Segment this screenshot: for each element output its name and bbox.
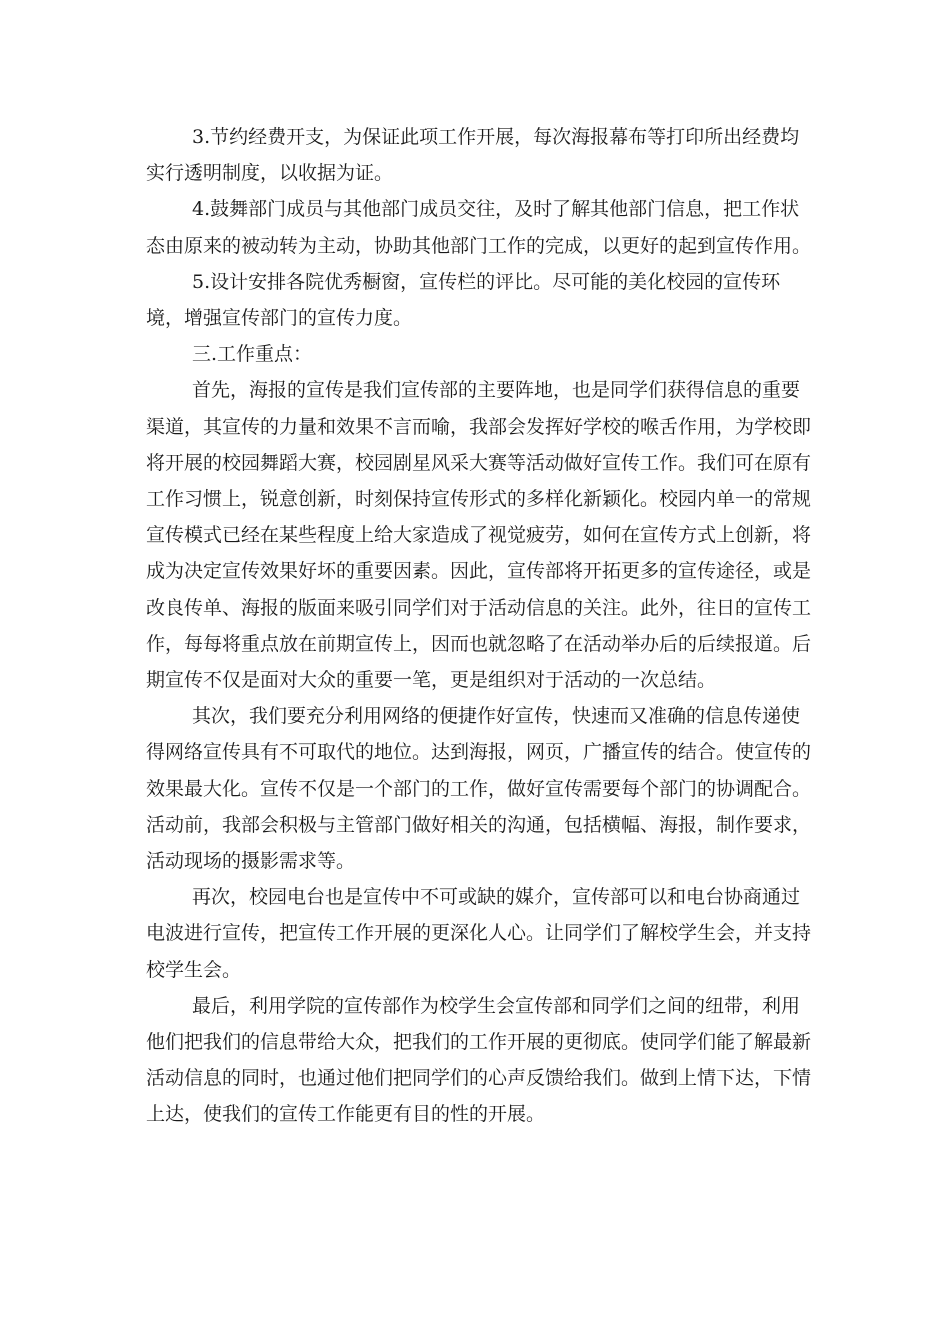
- paragraph-item-3: 3.节约经费开支，为保证此项工作开展，每次海报幕布等打印所出经费均实行透明制度，以收据为证。: [146, 126, 800, 185]
- paragraph-first: 首先，海报的宣传是我们宣传部的主要阵地，也是同学们获得信息的重要渠道，其宣传的力量和效果不言而喻，我部会发挥好学校的喉舌作用，为学校即将开展的校园舞蹈大赛，校园剧星风采大赛等活动做好宣传工作。我们可在原有工作习惯上，锐意创新，时刻保持宣传形式的多样化新颖化。校园内单一的常规宣传模式已经在某些程度上给大家造成了视觉疲劳，如何在宣传方式上创新，将成为决定宣传效果好坏的重要因素。因此，宣传部将开拓更多的宣传途径，或是改良传单、海报的版面来吸引同学们对于活动信息的关注。此外，往日的宣传工作，每每将重点放在前期宣传上，因而也就忽略了在活动举办后的后续报道。后期宣传不仅是面对大众的重要一笔，更是组织对于活动的一次总结。: [146, 379, 812, 692]
- paragraph-item-4: 4.鼓舞部门成员与其他部门成员交往，及时了解其他部门信息，把工作状态由原来的被动转为主动，协助其他部门工作的完成，以更好的起到宣传作用。: [146, 198, 812, 257]
- document-body: [146, 119, 816, 1133]
- paragraph-last: 最后，利用学院的宣传部作为校学生会宣传部和同学们之间的纽带，利用他们把我们的信息带给大众，把我们的工作开展的更彻底。使同学们能了解最新活动信息的同时，也通过他们把同学们的心声反馈给我们。做到上情下达，下情上达，使我们的宣传工作能更有目的性的开展。: [146, 994, 812, 1126]
- paragraph-second: 其次，我们要充分利用网络的便捷作好宣传，快速而又准确的信息传递使得网络宣传具有不可取代的地位。达到海报，网页，广播宣传的结合。使宣传的效果最大化。宣传不仅是一个部门的工作，做好宣传需要每个部门的协调配合。活动前，我部会积极与主管部门做好相关的沟通，包括横幅、海报，制作要求，活动现场的摄影需求等。: [146, 705, 812, 873]
- paragraph-item-5: 5.设计安排各院优秀橱窗，宣传栏的评比。尽可能的美化校园的宣传环境，增强宣传部门的宣传力度。: [146, 270, 781, 330]
- paragraph-third: 再次，校园电台也是宣传中不可或缺的媒介，宣传部可以和电台协商通过电波进行宣传，把宣传工作开展的更深化人心。让同学们了解校学生会，并支持校学生会。: [146, 886, 812, 981]
- section-heading-work-focus: 三.工作重点：: [192, 343, 313, 366]
